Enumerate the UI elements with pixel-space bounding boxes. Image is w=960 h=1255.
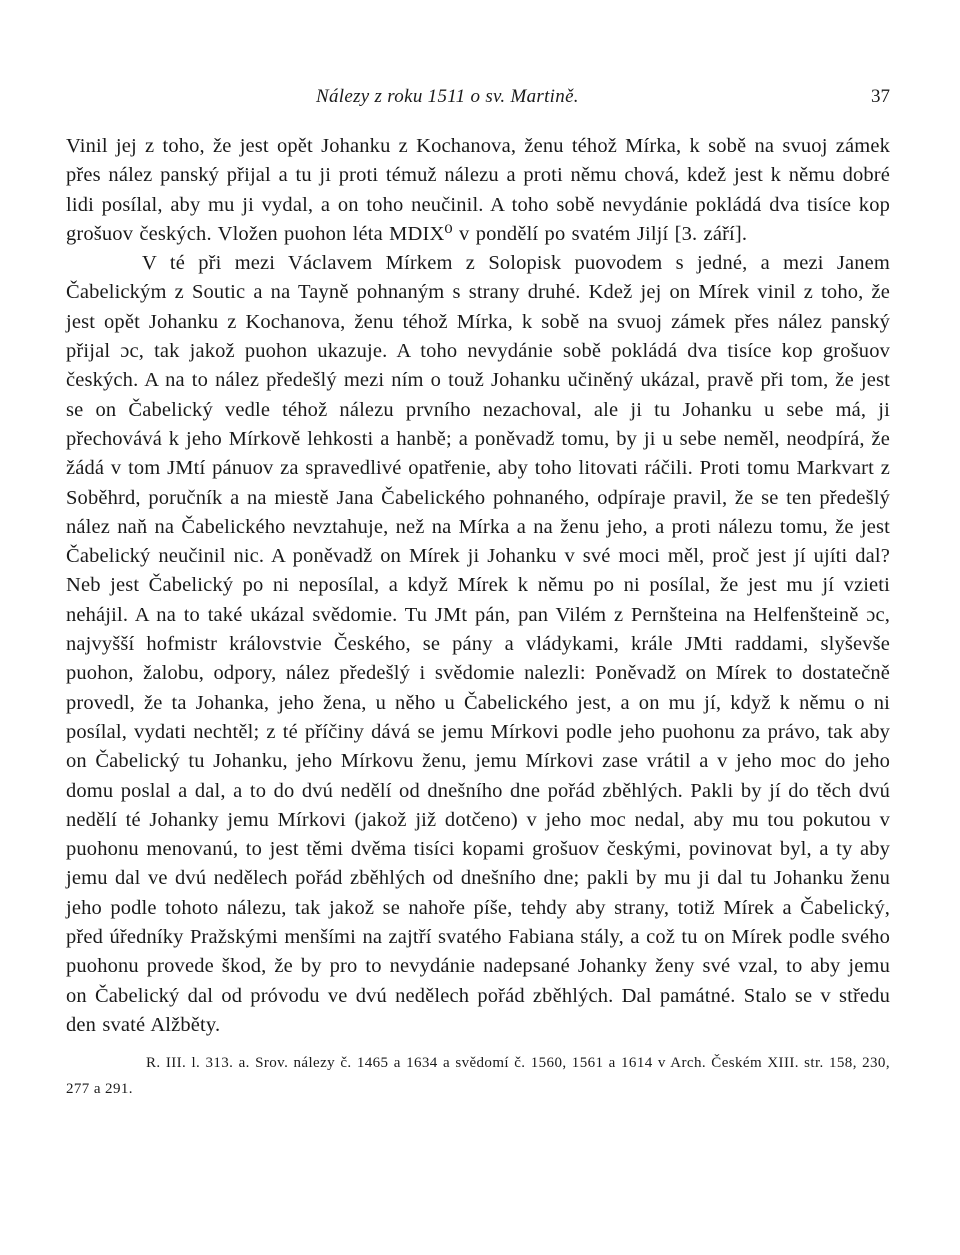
paragraph-verdict: V té při mezi Václavem Mírkem z Solopisk puovodem s jedné, a mezi Janem Čabelickým z Soutic a na Tayně pohnaným s strany druhé. Kdež jej on Mírek vinil z toho, že jest opět Johanku z Kochanova, ženu téhož Mírka, k sobě na svuoj zámek přes nález panský přijal ɔc, tak jakož puohon ukazuje. A toho nevydánie sobě pokládá dva tisíce kop grošuov českých. A na to nález předešlý mezi ním o touž Johanku učiněný ukázal, pravě při tom, že jest se on Čabelický vedle téhož nálezu prvního nezachoval, ale ji tu Johanku u sebe má, ji přechovává k jeho Mírkově lehkosti a hanbě; a poněvadž tomu, by ji u sebe neměl, neodpírá, že žádá v tom JMtí pánuov za spravedlivé opatřenie, aby toho litovati ráčili. Proti tomu Markvart z Soběhrd, poručník a na miestě Jana Čabelického pohnaného, odpíraje pravil, že se ten předešlý nález naň na Čabelického nevztahuje, než na Mírka a na ženu jeho, a proti nálezu tomu, že jest Čabelický neučinil nic. A poněvadž on Mírek ji Johanku v své moci měl, proč jest jí ujíti dal? Neb jest Čabelický po ni neposílal, a když Mírek k němu po ni posílal, že jest mu jí vzieti nehájil. A na to také ukázal svědomie. Tu JMt pán, pan Vilém z Pernšteina na Helfenšteině ɔc, najvyšší hofmistr královstvie Českého, se pány a vládykami, krále JMti raddami, slyševše puohon, žalobu, odpory, nález předešlý i svědomie nalezli: Poněvadž on Mírek to dostatečně provedl, že ta Johanka, jeho žena, u něho u Čabelického jest, a on mu jí, když k němu o ni posílal, vydati nechtěl; z té příčiny dává se jemu Mírkovi podle jeho puohonu za právo, tak aby on Čabelický tu Johanku, jeho Mírkovu ženu, jemu Mírkovi zase vrátil a v jeho moc do jeho domu poslal a dal, a to do dvú nedělí od dnešního dne pořád zběhlých. Pakli by jí do těch dvú nedělí té Johanky jemu Mírkovi (jakož již dotčeno) v jeho moc nedal, aby mu tou pokutou v puohonu menovanú, to jest těmi dvěma tisíci kopami grošuov českými, povinovat byl, a ty aby jemu dal ve dvú nedělech pořád zběhlých od dnešního dne; pakli by mu ji dal tu Johanku ženu jeho podle tohoto nálezu, tak jakož se nahoře píše, tehdy aby strany, totiž Mírek a Čabelický, před úředníky Pražskými menšími na zajtří svatého Fabiana stály, a což tu on Mírek podle svého puohonu provede škod, že by pro to nevydánie nadepsané Johanky ženy své vzal, to aby jemu on Čabelický dal od próvodu ve dvú nedělech pořád zběhlých. Dal památné. Stalo se v středu den svaté Alžběty. [66, 252, 890, 1036]
running-title: Nálezy z roku 1511 o sv. Martině. [316, 86, 579, 107]
source-footnote: R. III. l. 313. a. Srov. nálezy č. 1465 a 1634 a svědomí č. 1560, 1561 a 1614 v Arch. Českém XIII. str. 158, 230, 277 a 291. [66, 1055, 890, 1098]
document-page [66, 86, 890, 1117]
page-number: 37 [871, 86, 890, 107]
page-header [66, 86, 890, 116]
paragraph-complaint: Vinil jej z toho, že jest opět Johanku z Kochanova, ženu téhož Mírka, k sobě na svuoj zámek přes nález panský přijal a tu ji proti témuž nálezu a proti němu chová, kdež jest k němu dobré lidi posílal, aby mu ji vydal, a on toho neučinil. A toho sobě nevydánie pokládá dva tisíce kop grošuov českých. Vložen puohon léta MDIX⁰ v pondělí po svatém Jiljí [3. září]. [66, 135, 890, 245]
